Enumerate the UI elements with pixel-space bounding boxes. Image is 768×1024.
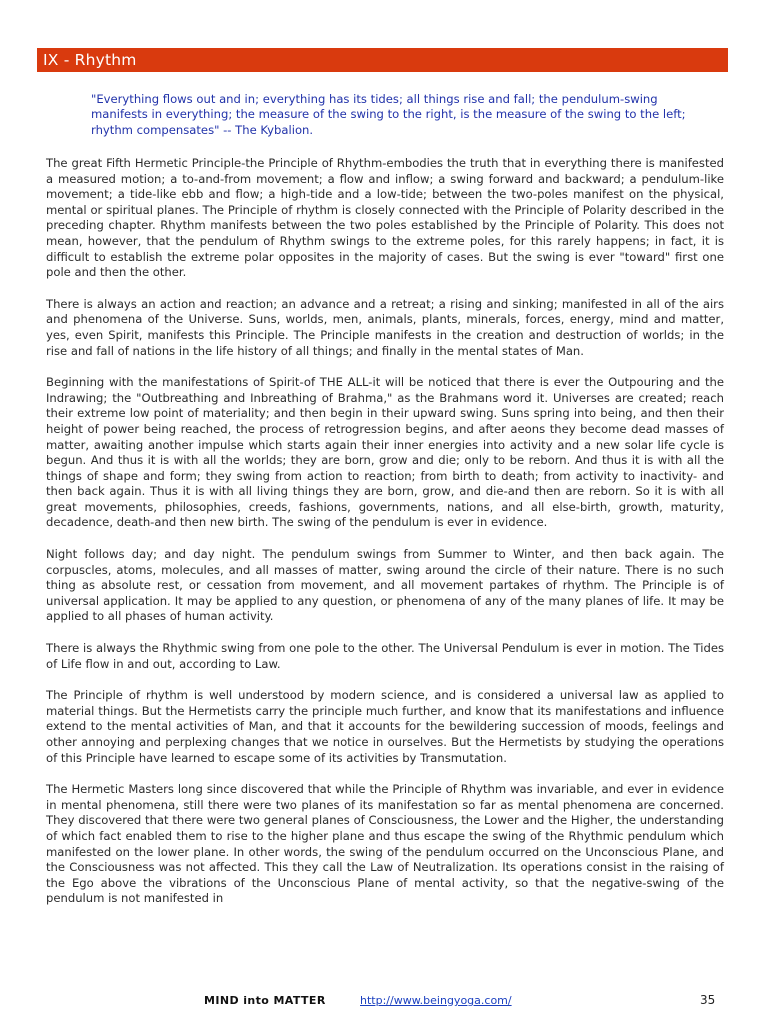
chapter-body	[46, 156, 724, 923]
page-number: 35	[700, 993, 716, 1007]
footer-brand: MIND into MATTER	[204, 994, 326, 1007]
paragraph-3: Beginning with the manifestations of Spirit-of THE ALL-it will be noticed that there is ever the Outpouring and the Indrawing; the "Outbreathing and Inbreathing of Brahma," as the Brahmans word it. Universes are created; reach their extreme low point of materiality; and then begin in their upward swing. Suns spring into being, and then their height of power being reached, the process of retrogression begins, and after aeons they become dead masses of matter, awaiting another impulse which starts again their inner energies into activity and a new solar life cycle is begun. And thus it is with all the worlds; they are born, grow and die; only to be reborn. And thus it is with all the things of shape and form; they swing from action to reaction; from birth to death; from activity to inactivity- and then back again. Thus it is with all living things they are born, grow, and die-and then are reborn. So it is with all great movements, philosophies, creeds, fashions, governments, nations, and all else-birth, growth, maturity, decadence, death-and then new birth. The swing of the pendulum is ever in evidence.	[46, 375, 724, 530]
paragraph-5: There is always the Rhythmic swing from one pole to the other. The Universal Pendulum is ever in motion. The Tides of Life flow in and out, according to Law.	[46, 641, 724, 671]
paragraph-6: The Principle of rhythm is well understood by modern science, and is considered a universal law as applied to material things. But the Hermetists carry the principle much further, and know that its manifestations and influence extend to the mental activities of Man, and that it accounts for the bewildering succession of moods, feelings and other annoying and perplexing changes that we notice in ourselves. But the Hermetists by studying the operations of this Principle have learned to escape some of its activities by Transmutation.	[46, 688, 724, 765]
footer-url-link[interactable]: http://www.beingyoga.com/	[360, 994, 512, 1007]
paragraph-1: The great Fifth Hermetic Principle-the Principle of Rhythm-embodies the truth that in everything there is manifested a measured motion; a to-and-from movement; a flow and inflow; a swing forward and backward; a pendulum-like movement; a tide-like ebb and flow; a high-tide and a low-tide; between the two-poles manifest on the physical, mental or spiritual planes. The Principle of rhythm is closely connected with the Principle of Polarity described in the preceding chapter. Rhythm manifests between the two poles established by the Principle of Polarity. This does not mean, however, that the pendulum of Rhythm swings to the extreme poles, for this rarely happens; in fact, it is difficult to establish the extreme polar opposites in the majority of cases. But the swing is ever "toward" first one pole and then the other.	[46, 156, 724, 280]
chapter-title: IX - Rhythm	[43, 51, 137, 69]
kybalion-quote: "Everything flows out and in; everything has its tides; all things rise and fall; the pendulum-swing manifests in everything; the measure of the swing to the right, is the measure of the swing to the left; rhythm compensates" -- The Kybalion.	[91, 92, 686, 137]
paragraph-2: There is always an action and reaction; an advance and a retreat; a rising and sinking; manifested in all of the airs and phenomena of the Universe. Suns, worlds, men, animals, plants, minerals, forces, energy, mind and matter, yes, even Spirit, manifests this Principle. The Principle manifests in the creation and destruction of worlds; in the rise and fall of nations in the life history of all things; and finally in the mental states of Man.	[46, 296, 724, 358]
page-footer	[0, 992, 768, 1012]
paragraph-7: The Hermetic Masters long since discovered that while the Principle of Rhythm was invariable, and ever in evidence in mental phenomena, still there were two planes of its manifestation so far as mental phenomena are concerned. They discovered that there were two general planes of Consciousness, the Lower and the Higher, the understanding of which fact enabled them to rise to the higher plane and thus escape the swing of the Rhythmic pendulum which manifested on the lower plane. In other words, the swing of the pendulum occurred on the Unconscious Plane, and the Consciousness was not affected. This they call the Law of Neutralization. Its operations consist in the raising of the Ego above the vibrations of the Unconscious Plane of mental activity, so that the negative-swing of the pendulum is not manifested in	[46, 782, 724, 906]
chapter-title-bar	[37, 48, 728, 72]
paragraph-4: Night follows day; and day night. The pendulum swings from Summer to Winter, and then back again. The corpuscles, atoms, molecules, and all masses of matter, swing around the circle of their nature. There is no such thing as absolute rest, or cessation from movement, and all movement partakes of rhythm. The Principle is of universal application. It may be applied to any question, or phenomena of any of the many planes of life. It may be applied to all phases of human activity.	[46, 547, 724, 624]
